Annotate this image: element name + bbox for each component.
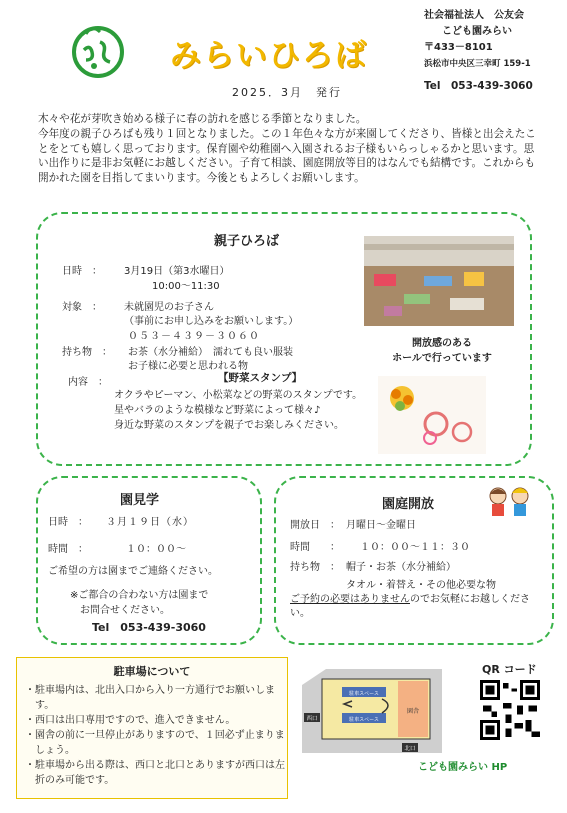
enzei-time-value: １０：００～１１：３０	[360, 542, 470, 553]
org-postal: 〒433－8101	[424, 42, 493, 53]
enzei-note	[290, 593, 542, 621]
kengaku-note1: ご希望の方は園までご連絡ください。	[48, 566, 218, 577]
kengaku-tel: Tel 053-439-3060	[92, 621, 206, 634]
org-address: 浜松市中央区三幸町 159-1	[424, 59, 531, 69]
parking-title: 駐車場について	[113, 665, 191, 678]
oyako-items-label: 持ち物 ：	[62, 347, 112, 358]
enzei-items-value2: タオル・着替え・その他必要な物	[346, 580, 496, 591]
issue-date: 2025．3月 発行	[232, 86, 342, 99]
parking-notice	[16, 657, 288, 799]
oyako-date-value: 3月19日（第3水曜日）	[124, 266, 230, 277]
oyako-target-label: 対象 ：	[62, 302, 102, 313]
vegetable-stamp-image	[378, 376, 486, 454]
kengaku-note2: ※ご都合の合わない方は園まで	[70, 590, 209, 601]
oyako-content-line1: オクラやピーマン、小松菜などの野菜のスタンプです。	[114, 390, 363, 401]
photo-caption	[372, 336, 512, 366]
map-space1: 駐車スペース	[349, 691, 379, 697]
mirai-logo-icon	[70, 22, 126, 78]
kengaku-note3: お問合せください。	[80, 605, 170, 616]
oyako-content-line2: 星やバラのような模様など野菜によって様々♪	[114, 405, 321, 416]
enzei-day-value: 月曜日～金曜日	[346, 520, 416, 531]
org-tel: Tel 053-439-3060	[424, 80, 533, 92]
enzei-items-label: 持ち物 ：	[290, 562, 340, 573]
enzei-time-label: 時間 ：	[290, 542, 340, 553]
intro-text: 木々や花が芽吹き始める様子に春の訪れを感じる季節となりました。 今年度の親子ひろばも残り１回となりました。この１年色々な方が来園してくださり、皆様と出会えたことをとても嬉しく思っております。保育園や幼稚園へ入園されるお子様もいらっしゃるかと思います。思い出作りに是非お気軽にお越しください。子育て相談、園庭開放等目的はなんでも結構です。これからも開かれた園を目指してまいります。今後ともよろしくお願いします。	[38, 113, 536, 185]
map-north-gate: 北口	[404, 746, 416, 752]
oyako-items-value: お茶（水分補給） 濡れても良い服装	[128, 347, 293, 358]
qr-code-icon[interactable]	[480, 680, 540, 740]
map-building: 園舎	[406, 708, 420, 715]
newsletter-title: みらいひろば	[170, 38, 368, 74]
oyako-target-value: 未就園児のお子さん	[124, 302, 214, 313]
parking-list	[25, 683, 287, 788]
oyako-target-note: （事前にお申し込みをお願いします。）	[124, 316, 299, 327]
parking-item: ・西口は出口専用ですので、進入できません。	[25, 715, 236, 726]
enzei-title: 園庭開放	[382, 497, 435, 512]
org-info	[424, 8, 533, 94]
photo-caption-line1: 開放感のある	[412, 338, 472, 349]
parking-item: ・駐車場内は、北出入口から入り一方通行でお願いします。	[25, 685, 275, 711]
oyako-content-label: 内容 ：	[68, 377, 108, 388]
hall-photo	[364, 236, 514, 326]
oyako-items-value2: お子様に必要と思われる物	[128, 361, 248, 372]
kengaku-date-value: ３月１９日（水）	[106, 517, 194, 528]
enzei-items-value: 帽子・お茶（水分補給）	[346, 562, 456, 573]
map-space2: 駐車スペース	[349, 717, 379, 723]
kengaku-time-label: 時間 ：	[48, 544, 88, 555]
kengaku-date-label: 日時 ：	[48, 517, 88, 528]
oyako-time-value: 10:00～11:30	[152, 281, 220, 292]
kengaku-time-value: １０：００～	[126, 544, 186, 555]
kengaku-title: 園見学	[120, 493, 160, 508]
parking-map	[302, 665, 442, 757]
enzei-note-rest: のでお気軽にお越しください。	[290, 594, 530, 619]
map-west-gate: 西口	[306, 716, 318, 722]
photo-caption-line2: ホールで行っています	[392, 353, 492, 364]
oyako-date-label: 日時 ：	[62, 266, 102, 277]
qr-label: QR コード	[482, 663, 537, 676]
enzei-day-label: 開放日 ：	[290, 520, 340, 531]
parking-item: ・駐車場から出る際は、西口と北口とありますが西口は左折のみ可能です。	[25, 760, 285, 786]
oyako-content-title: 【野菜スタンプ】	[218, 372, 303, 384]
org-name: 社会福祉法人 公友会	[424, 10, 524, 21]
oyako-title: 親子ひろば	[214, 234, 280, 249]
children-illustration	[484, 484, 534, 522]
oyako-content-line3: 身近な野菜のスタンプを親子でお楽しみください。	[114, 420, 344, 431]
org-school: こども園みらい	[442, 26, 512, 37]
homepage-label: こども園みらい HP	[418, 762, 508, 773]
parking-item: ・園舎の前に一旦停止がありますので、１回必ず止まりましょう。	[25, 730, 285, 756]
enzei-note-underlined: ご予約の必要はありません	[290, 594, 410, 605]
oyako-phone: ０５３－４３９－３０６０	[128, 331, 260, 342]
